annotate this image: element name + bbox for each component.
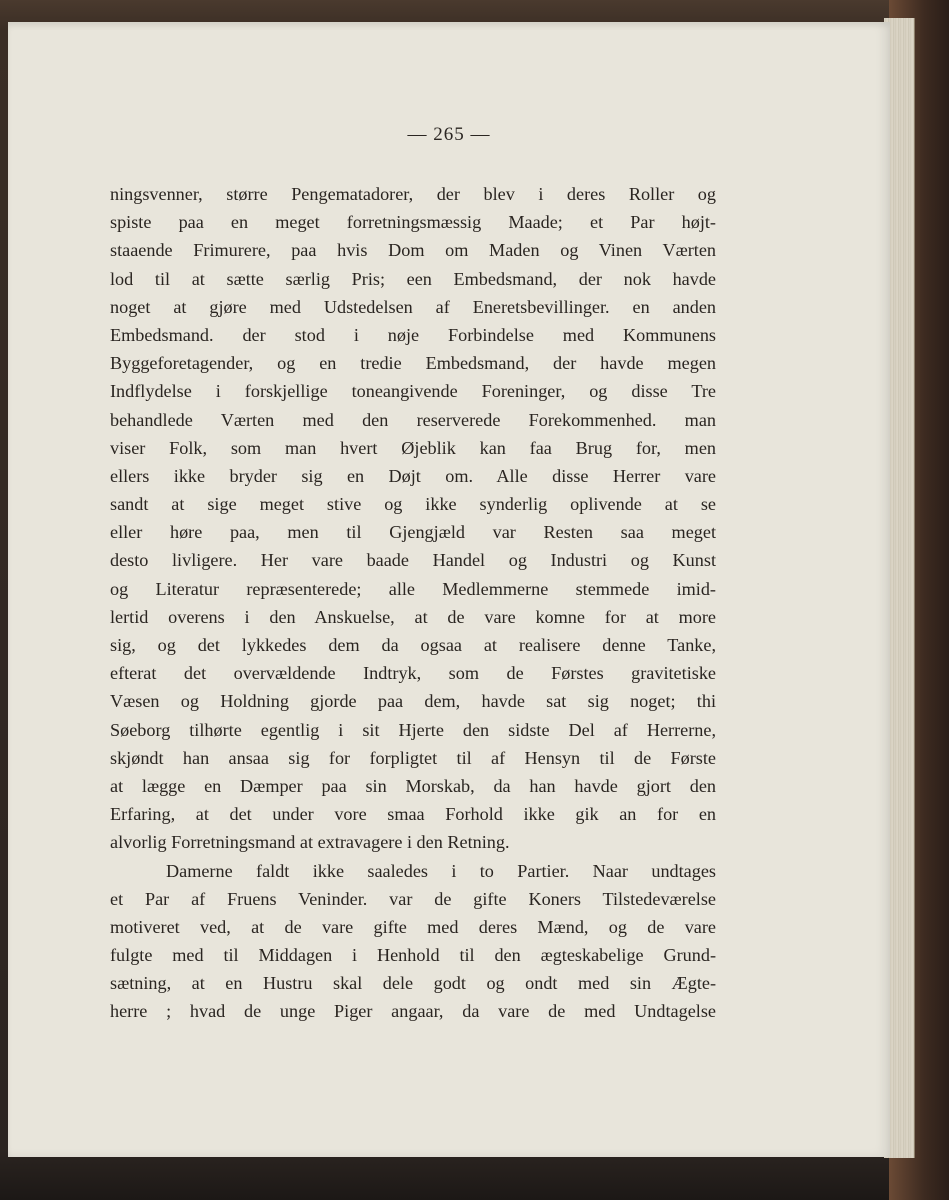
text-line: skjøndt han ansaa sig for forpligtet til af Hensyn til de Første bbox=[110, 747, 716, 768]
text-line: Væsen og Holdning gjorde paa dem, havde sat sig noget; thi bbox=[110, 691, 716, 712]
text-line: behandlede Værten med den reserverede Forekommenhed. man bbox=[110, 409, 716, 430]
text-line: noget at gjøre med Udstedelsen af Eneretsbevillinger. en anden bbox=[110, 296, 716, 317]
paragraph-2 bbox=[110, 857, 716, 1026]
text-line: sig, og det lykkedes dem da ogsaa at realisere denne Tanke, bbox=[110, 635, 716, 655]
text-line: Erfaring, at det under vore smaa Forhold ikke gik an for en bbox=[110, 804, 716, 825]
page-text bbox=[110, 180, 716, 1026]
text-line: lertid overens i den Anskuelse, at de vare komne for at more bbox=[110, 606, 716, 627]
book-page bbox=[8, 22, 890, 1157]
text-line: ningsvenner, større Pengematadorer, der blev i deres Roller og bbox=[110, 184, 716, 204]
text-line: herre ; hvad de unge Piger angaar, da vare de med Undtagelse bbox=[110, 1001, 716, 1022]
text-line: sætning, at en Hustru skal dele godt og ondt med sin Ægte- bbox=[110, 973, 716, 994]
text-line: motiveret ved, at de vare gifte med deres Mænd, og de vare bbox=[110, 916, 716, 937]
text-line: et Par af Fruens Veninder. var de gifte Koners Tilstedeværelse bbox=[110, 888, 716, 909]
page-number: — 265 — bbox=[407, 124, 491, 145]
text-line: fulgte med til Middagen i Henhold til den ægteskabelige Grund- bbox=[110, 945, 716, 966]
paragraph-1 bbox=[110, 180, 716, 857]
text-line: viser Folk, som man hvert Øjeblik kan faa Brug for, men bbox=[110, 437, 716, 458]
text-line: alvorlig Forretningsmand at extravagere i den Retning. bbox=[110, 832, 510, 853]
text-line: Embedsmand. der stod i nøje Forbindelse med Kommunens bbox=[110, 324, 716, 345]
text-line: eller høre paa, men til Gjengjæld var Resten saa meget bbox=[110, 522, 716, 543]
text-line: efterat det overvældende Indtryk, som de Førstes gravitetiske bbox=[110, 663, 716, 684]
text-line: spiste paa en meget forretningsmæssig Maade; et Par højt- bbox=[110, 212, 716, 233]
text-line: Indflydelse i forskjellige toneangivende Foreninger, og disse Tre bbox=[110, 381, 716, 402]
text-line: Damerne faldt ikke saaledes i to Partier. Naar undtages bbox=[166, 860, 716, 881]
text-line: at lægge en Dæmper paa sin Morskab, da han havde gjort den bbox=[110, 775, 716, 796]
text-line: desto livligere. Her vare baade Handel og Industri og Kunst bbox=[110, 550, 716, 571]
text-line: og Literatur repræsenterede; alle Medlemmerne stemmede imid- bbox=[110, 578, 716, 599]
text-line: Byggeforetagender, og en tredie Embedsmand, der havde megen bbox=[110, 353, 716, 374]
text-line: lod til at sætte særlig Pris; een Embedsmand, der nok havde bbox=[110, 268, 716, 289]
text-line: sandt at sige meget stive og ikke synderlig oplivende at se bbox=[110, 494, 716, 515]
text-line: staaende Frimurere, paa hvis Dom om Maden og Vinen Værten bbox=[110, 240, 716, 261]
text-line: Søeborg tilhørte egentlig i sit Hjerte den sidste Del af Herrerne, bbox=[110, 719, 716, 740]
text-line: ellers ikke bryder sig en Døjt om. Alle disse Herrer vare bbox=[110, 465, 716, 486]
